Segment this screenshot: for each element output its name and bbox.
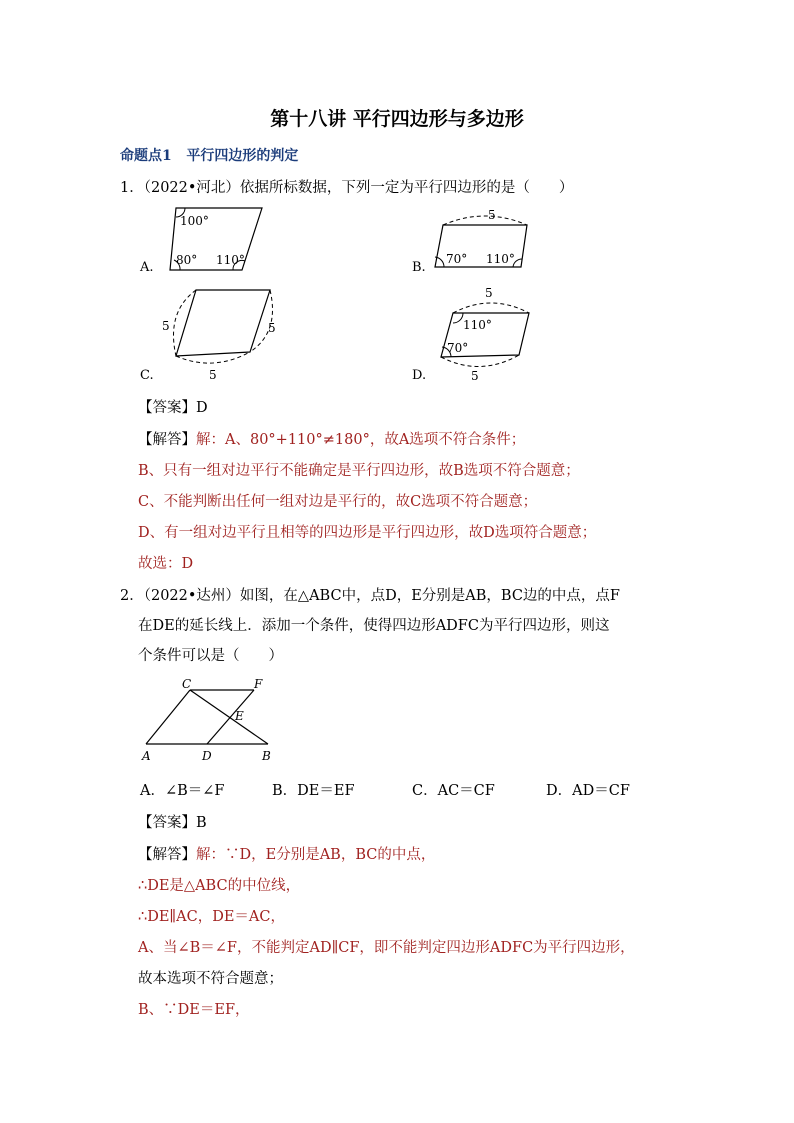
q2-solution-line-6: B、∵DE＝EF， [138, 1002, 250, 1018]
q1-c-side-left: 5 [162, 319, 170, 333]
q1-answer [138, 396, 208, 417]
q2-solution-line-5: 故本选项不符合题意； [138, 971, 283, 987]
q1-solution-text-1: 解：A、80°+110°≠180°，故A选项不符合条件； [196, 432, 526, 448]
q2-choice-a: A．∠B＝∠F [140, 783, 225, 799]
q2-stem-line-2: 在DE的延长线上．添加一个条件，使得四边形ADFC为平行四边形，则这 [138, 618, 610, 634]
q2-point-b: B [262, 749, 271, 763]
q1-c-side-bottom: 5 [209, 368, 217, 382]
q1-option-b-label: B. [412, 260, 426, 275]
q1-answer-tag: 【答案】 [138, 400, 196, 416]
q1-a-angle-80: 80° [176, 253, 198, 267]
q2-point-c: C [182, 677, 192, 691]
q1-d-angle-110: 110° [463, 318, 492, 332]
q1-b-side-5: 5 [488, 208, 496, 222]
topic-text: 平行四边形的判定 [186, 148, 299, 164]
q2-answer [138, 811, 207, 832]
q2-point-e: E [235, 709, 244, 723]
q2-point-f: F [254, 677, 263, 691]
q1-option-c-label: C. [140, 368, 154, 383]
q2-stem-line-3: 个条件可以是（ ） [138, 648, 283, 664]
q2-solution-line-3: ∴DE∥AC，DE＝AC， [138, 909, 285, 925]
q1-solution-line-2: B、只有一组对边平行不能确定是平行四边形，故B选项不符合题意； [138, 463, 580, 479]
page-title: 第十八讲 平行四边形与多边形 [270, 108, 524, 130]
q1-solution-line-3: C、不能判断出任何一组对边是平行的，故C选项不符合题意； [138, 494, 538, 510]
q1-figure-d [415, 285, 545, 385]
q2-solution-line-1 [138, 843, 435, 864]
q2-figure [138, 672, 288, 766]
q2-solution-tag: 【解答】 [138, 847, 196, 863]
q2-answer-tag: 【答案】 [138, 815, 196, 831]
q1-option-d-label: D. [412, 368, 427, 383]
q2-stem-line-1: 2．（2022•达州）如图，在△ABC中，点D，E分别是AB，BC边的中点，点F [120, 588, 620, 604]
q1-answer-value: D [196, 400, 208, 416]
q2-choice-c: C．AC＝CF [412, 783, 495, 799]
q1-a-angle-110: 110° [216, 253, 245, 267]
q2-point-d: D [202, 749, 212, 763]
q2-choice-b: B．DE＝EF [272, 783, 355, 799]
q1-figure-c [158, 282, 288, 382]
q1-solution-line-4: D、有一组对边平行且相等的四边形是平行四边形，故D选项符合题意； [138, 525, 597, 541]
q1-solution-tag: 【解答】 [138, 432, 196, 448]
q1-b-angle-110: 110° [486, 252, 515, 266]
topic-heading [120, 145, 298, 165]
q1-stem: 1．（2022•河北）依据所标数据，下列一定为平行四边形的是（ ） [120, 180, 574, 196]
q1-a-angle-100: 100° [180, 214, 209, 228]
q1-solution-line-5: 故选：D [138, 556, 194, 572]
q1-c-side-right: 5 [268, 321, 276, 335]
q1-figure-a [138, 200, 278, 282]
q2-solution-line-2: ∴DE是△ABC的中位线， [138, 878, 301, 894]
q1-option-a-label: A. [140, 260, 154, 275]
q1-d-angle-70: 70° [447, 341, 469, 355]
q2-answer-value: B [196, 815, 207, 831]
q2-choice-d: D．AD＝CF [546, 783, 630, 799]
q1-d-side-bottom: 5 [471, 369, 479, 383]
q1-d-side-top: 5 [485, 286, 493, 300]
q2-point-a: A [142, 749, 151, 763]
q1-figure-b [410, 205, 540, 275]
q2-solution-line-4: A、当∠B＝∠F，不能判定AD∥CF，即不能判定四边形ADFC为平行四边形， [138, 940, 635, 956]
q2-solution-text-1: 解：∵D，E分别是AB，BC的中点， [196, 847, 436, 863]
topic-label: 命题点1 [120, 148, 172, 164]
q1-b-angle-70: 70° [446, 252, 468, 266]
q1-solution-line-1 [138, 428, 525, 449]
